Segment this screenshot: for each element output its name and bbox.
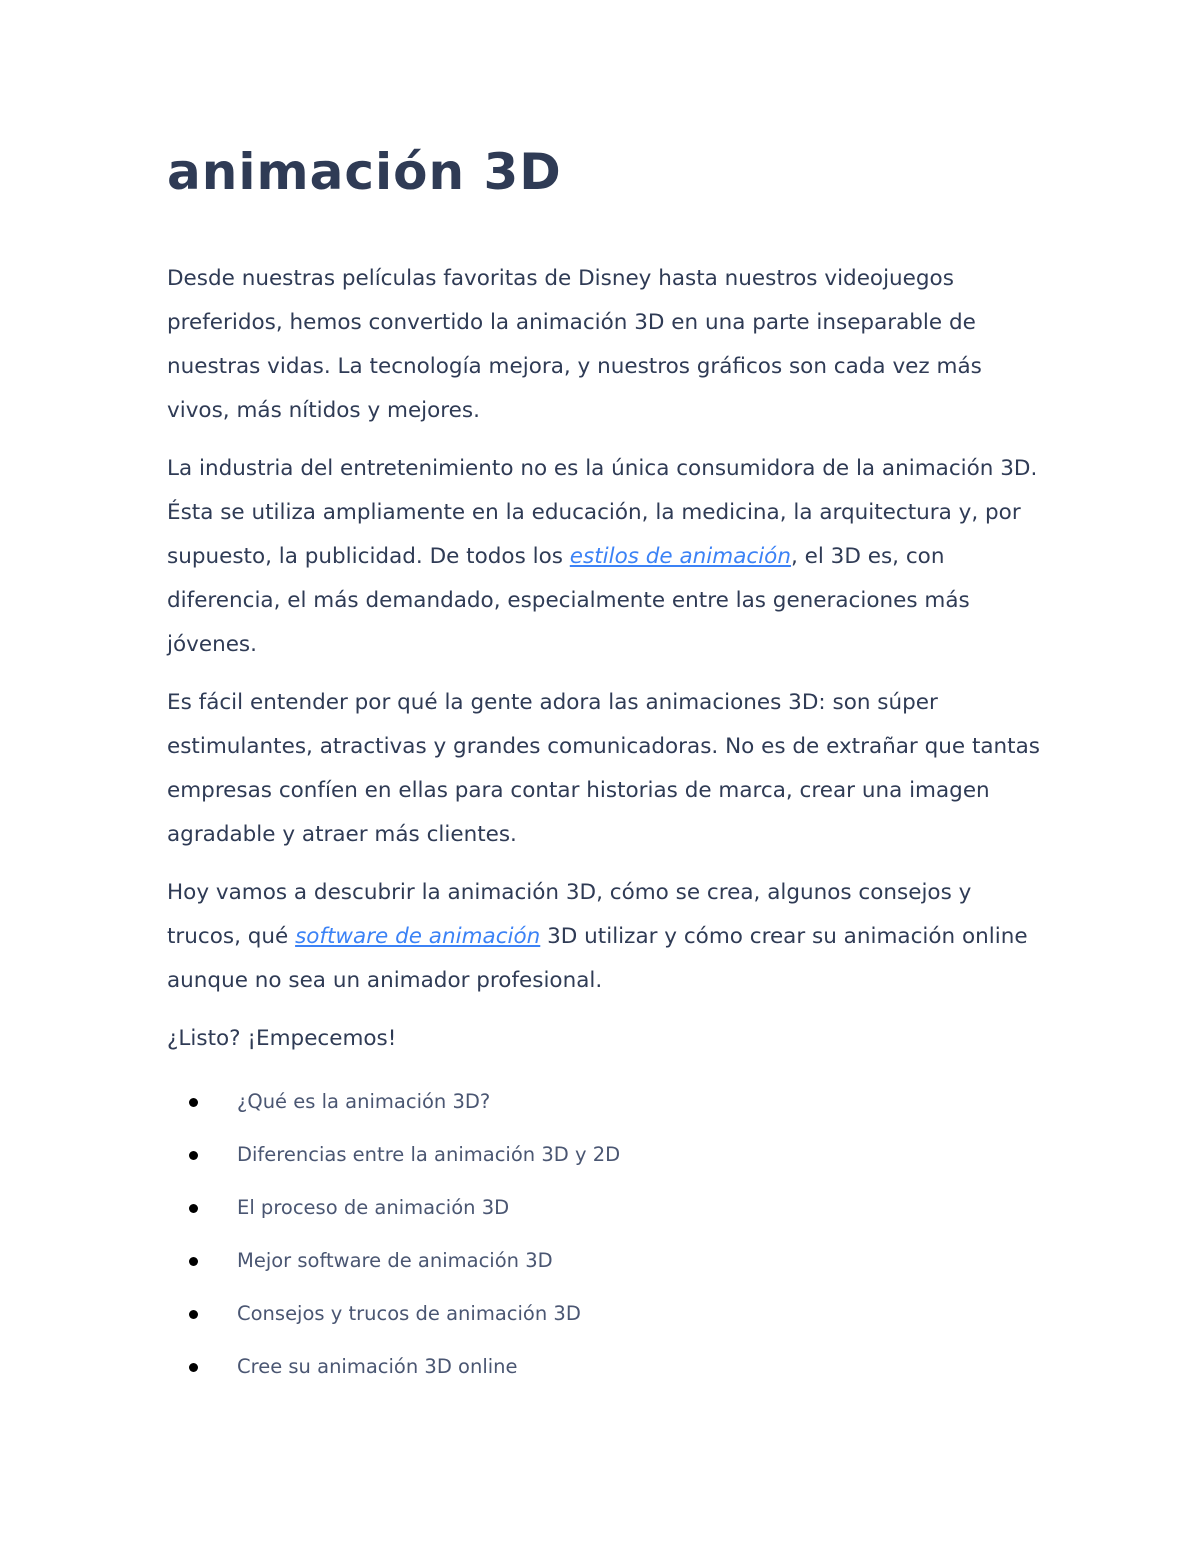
toc-item[interactable] [167, 1234, 1047, 1287]
bullet-icon [189, 1204, 198, 1213]
toc-item[interactable] [167, 1075, 1047, 1128]
toc-item-label: ¿Qué es la animación 3D? [237, 1090, 491, 1113]
bullet-icon [189, 1257, 198, 1266]
bullet-icon [189, 1363, 198, 1372]
table-of-contents [167, 1075, 1047, 1393]
toc-item-label: Cree su animación 3D online [237, 1355, 518, 1378]
toc-item-label: Diferencias entre la animación 3D y 2D [237, 1143, 621, 1166]
paragraph-text: 3D utilizar y cómo crear su animación online aunque no sea un animador profesional. [167, 924, 1028, 993]
toc-item[interactable] [167, 1287, 1047, 1340]
animation-software-link[interactable]: software de animación [295, 924, 541, 949]
bullet-icon [189, 1310, 198, 1319]
paragraph-text: Hoy vamos a descubrir la animación 3D, cómo se crea, algunos consejos y trucos, qué [167, 880, 972, 949]
toc-item[interactable] [167, 1181, 1047, 1234]
industry-paragraph [167, 447, 1047, 667]
toc-item[interactable] [167, 1128, 1047, 1181]
overview-paragraph [167, 871, 1047, 1003]
paragraph-text: La industria del entretenimiento no es la única consumidora de la animación 3D. Ésta se utiliza ampliamente en la educación, la medicina, la arquitectura y, por supuesto, la publicidad. De todos los [167, 456, 1038, 569]
paragraph-text: , el 3D es, con diferencia, el más demandado, especialmente entre las generaciones más jóvenes. [167, 544, 970, 657]
toc-item-label: Consejos y trucos de animación 3D [237, 1302, 581, 1325]
toc-item-label: Mejor software de animación 3D [237, 1249, 553, 1272]
toc-item[interactable] [167, 1340, 1047, 1393]
toc-item-label: El proceso de animación 3D [237, 1196, 510, 1219]
document-page [167, 140, 1047, 1393]
appeal-paragraph: Es fácil entender por qué la gente adora las animaciones 3D: son súper estimulantes, atractivas y grandes comunicadoras. No es de extrañar que tantas empresas confíen en ellas para contar historias de marca, crear una imagen agradable y atraer más clientes. [167, 690, 1040, 847]
lets-start-paragraph: ¿Listo? ¡Empecemos! [167, 1026, 397, 1051]
intro-paragraph: Desde nuestras películas favoritas de Disney hasta nuestros videojuegos preferidos, hemos convertido la animación 3D en una parte inseparable de nuestras vidas. La tecnología mejora, y nuestros gráficos son cada vez más vivos, más nítidos y mejores. [167, 266, 982, 423]
bullet-icon [189, 1151, 198, 1160]
bullet-icon [189, 1098, 198, 1107]
animation-styles-link[interactable]: estilos de animación [569, 544, 791, 569]
page-title: animación 3D [167, 143, 562, 201]
